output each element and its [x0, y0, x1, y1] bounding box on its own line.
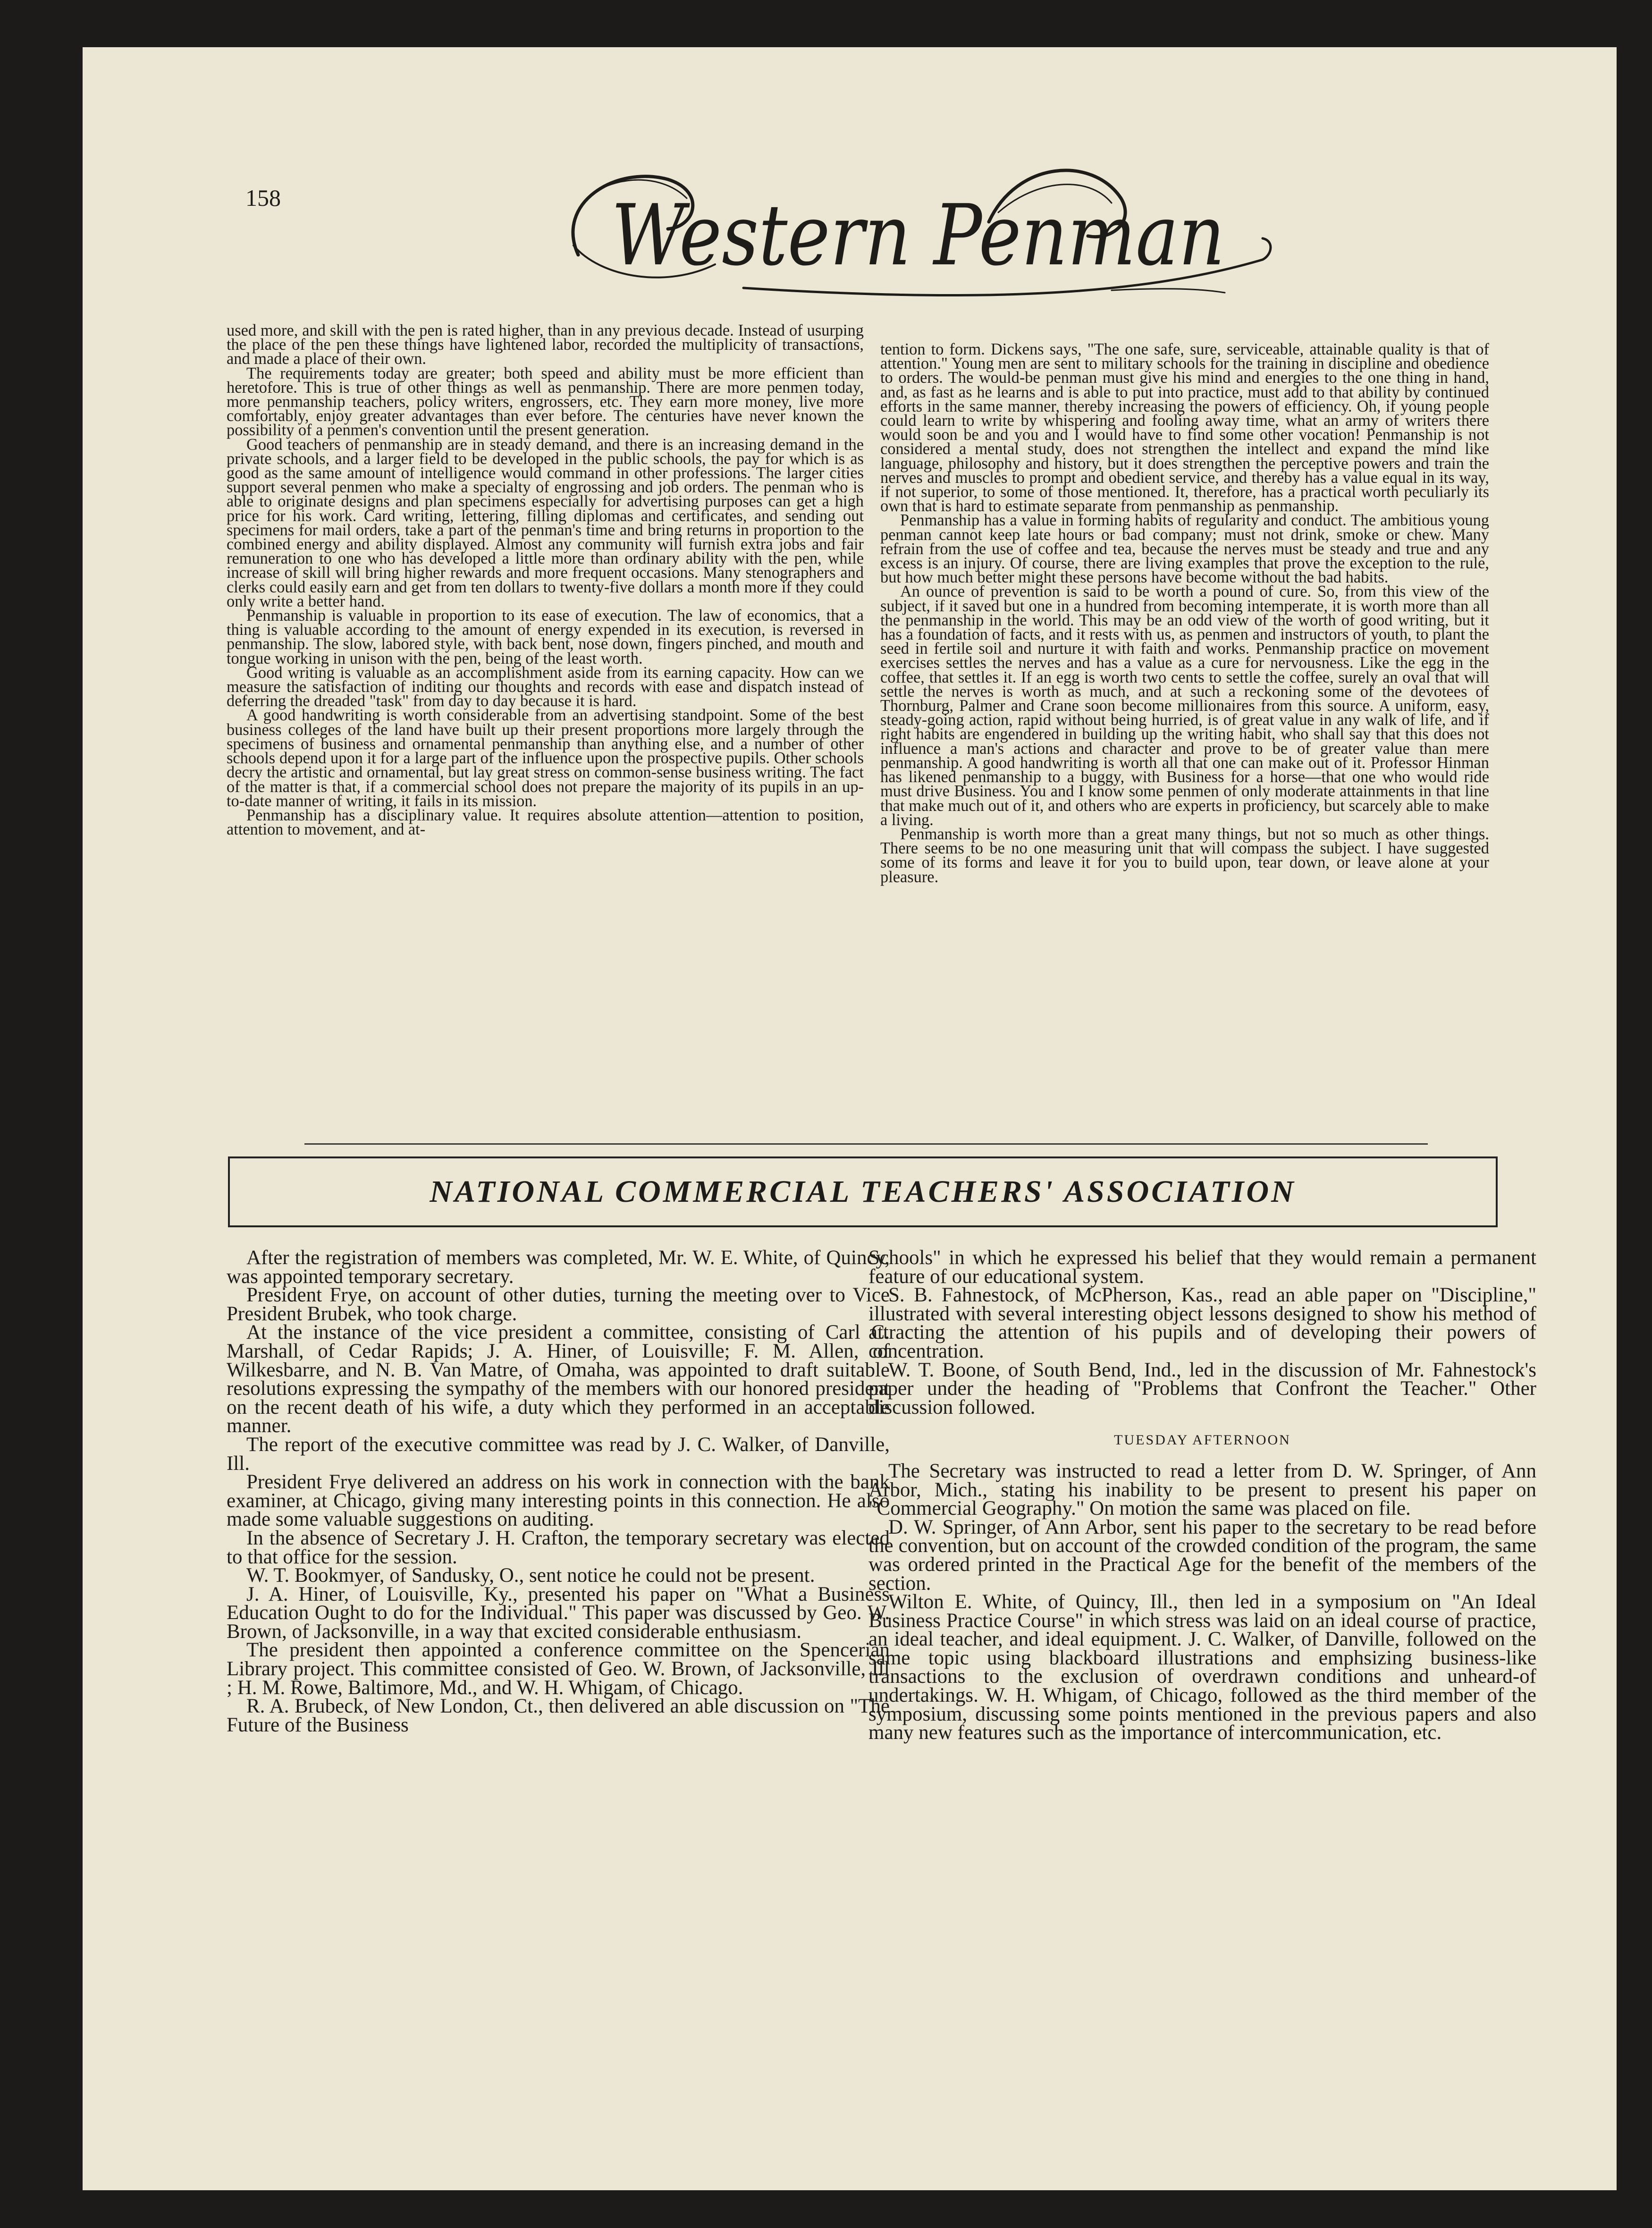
- masthead-script-svg: [545, 146, 1281, 316]
- paragraph: A good handwriting is worth considerable from an advertising standpoint. Some of the best business colleges of the land have built up their present proportions more largely through the specimens of business and ornamental penmanship than anything else, and a number of other schools depend upon it for a large part of the influence upon the prospective pupils. Other schools decry the artistic and ornamental, but lay great stress on common-sense business writing. The fact of the matter is that, if a commercial school does not prepare the majority of its pupils in an up-to-date manner of writing, it fails in its mission.: [227, 706, 864, 810]
- paragraph: used more, and skill with the pen is rated higher, than in any previous decade. Instead of usurping the place of the pen these things have lightened labor, recorded the multiplicity of transactions, and made a place of their own.: [227, 321, 864, 368]
- essay-column-left: [227, 321, 864, 839]
- magazine-page: [83, 47, 1617, 2190]
- paragraph: The Secretary was instructed to read a letter from D. W. Springer, of Ann Arbor, Mich., stating his inability to be present to present his paper on "Commercial Geography." On motion the same was placed on file.: [868, 1460, 1536, 1520]
- essay-column-right: [880, 342, 1489, 884]
- paragraph: D. W. Springer, of Ann Arbor, sent his paper to the secretary to be read before the convention, but on account of the crowded condition of the program, the same was ordered printed in the Practical Age for the benefit of the members of the section.: [868, 1516, 1536, 1595]
- paragraph: In the absence of Secretary J. H. Crafton, the temporary secretary was elected to that office for the session.: [227, 1527, 890, 1568]
- paragraph: President Frye delivered an address on his work in connection with the bank examiner, at Chicago, giving many interesting points in this connection. He also made some valuable suggestions on auditing.: [227, 1471, 890, 1531]
- paragraph: Penmanship has a value in forming habits of regularity and conduct. The ambitious young penman cannot keep late hours or bad company; must not drink, smoke or chew. Many refrain from the use of coffee and tea, because the nerves must be steady and true and any excess is an injury. Of course, there are living examples that prove the exception to the rule, but how much better might these persons have become without the bad habits.: [880, 511, 1489, 587]
- paragraph: S. B. Fahnestock, of McPherson, Kas., read an able paper on "Discipline," illustrated with several interesting object lessons designed to show his method of attracting the attention of his pupils and of developing their powers of concentration.: [868, 1284, 1536, 1362]
- paragraph: Wilton E. White, of Quincy, Ill., then led in a symposium on "An Ideal Business Practice Course" in which stress was laid on an ideal course of practice, an ideal teacher, and ideal equipment. J. C. Walker, of Danville, followed on the same topic using blackboard illustrations and emphsizing business-like transactions to the exclusion of overdrawn conditions and unheard-of undertakings. W. H. Whigam, of Chicago, followed as the third member of the symposium, discussing some points mentioned in the previous papers and also many new features such as the importance of intercommunication, etc.: [868, 1591, 1536, 1744]
- paragraph: Good teachers of penmanship are in steady demand, and there is an increasing demand in the private schools, and a larger field to be developed in the public schools, the pay for which is as good as the same amount of intelligence would command in other professions. The larger cities support several penmen who make a specialty of engrossing and job orders. The penman who is able to originate designs and plan specimens especially for advertising purposes can get a high price for his work. Card writing, lettering, filling diplomas and certificates, and sending out specimens for mail orders, take a part of the penman's time and bring returns in proportion to the combined energy and ability displayed. Almost any community will furnish extra jobs and fair remuneration to one who has developed a little more than ordinary ability with the pen, while increase of skill will bring higher rewards and more frequent occasions. Many stenographers and clerks could easily earn and get from ten dollars to twenty-five dollars a month more if they could only write a better hand.: [227, 435, 864, 610]
- paragraph: W. T. Bookmyer, of Sandusky, O., sent notice he could not be present.: [246, 1564, 815, 1587]
- paragraph: The requirements today are greater; both speed and ability must be more efficient than heretofore. This is true of other things as well as penmanship. There are more penmen today, more penmanship teachers, policy writers, engrossers, etc. They earn more money, live more comfortably, enjoy greater advantages than ever before. The centuries have never known the possibility of a penmen's convention until the present generation.: [227, 364, 864, 439]
- paragraph: J. A. Hiner, of Louisville, Ky., presented his paper on "What a Business Education Ought to do for the Individual." This paper was discussed by Geo. W. Brown, of Jacksonville, in a way that excited considerable enthusiasm.: [227, 1583, 890, 1643]
- paragraph: After the registration of members was completed, Mr. W. E. White, of Quincy, was appointed temporary secretary.: [227, 1247, 890, 1288]
- paragraph: The report of the executive committee was read by J. C. Walker, of Danville, Ill.: [227, 1433, 890, 1475]
- paragraph: Penmanship has a disciplinary value. It requires absolute attention—attention to position, attention to movement, and at-: [227, 806, 864, 839]
- session-subheading: TUESDAY AFTERNOON: [1114, 1432, 1291, 1448]
- paragraph: Penmanship is valuable in proportion to its ease of execution. The law of economics, that a thing is valuable according to the amount of energy expended in its execution, is reversed in penmanship. The slow, labored style, with back bent, nose down, fingers pinched, and mouth and tongue working in unison with the pen, being of the least worth.: [227, 607, 864, 667]
- masthead-title: Western Penman: [611, 186, 1225, 284]
- paragraph: R. A. Brubeck, of New London, Ct., then delivered an able discussion on "The Future of the Business: [227, 1695, 890, 1736]
- paragraph: Good writing is valuable as an accomplishment aside from its earning capacity. How can we measure the satisfaction of inditing our thoughts and records with ease and dispatch instead of deferring the dreaded "task" from day to day because it is hard.: [227, 663, 864, 710]
- paragraph: Schools" in which he expressed his belief that they would remain a permanent feature of our educational system.: [868, 1247, 1536, 1288]
- section-divider: [304, 1143, 1428, 1145]
- masthead-logo: [545, 146, 1281, 316]
- report-column-left: [227, 1249, 890, 1734]
- paragraph: Penmanship is worth more than a great many things, but not so much as other things. There seems to be no one measuring unit that will compass the subject. I have suggested some of its forms and leave it for you to build upon, tear down, or leave alone at your pleasure.: [880, 825, 1489, 886]
- section-banner: [228, 1156, 1498, 1227]
- paragraph: At the instance of the vice president a committee, consisting of Carl C. Marshall, of Cedar Rapids; J. A. Hiner, of Louisville; F. M. Allen, of Wilkesbarre, and N. B. Van Matre, of Omaha, was appointed to draft suitable resolutions expressing the sympathy of the members with our honored president on the recent death of his wife, a duty which they performed in an acceptable manner.: [227, 1321, 890, 1437]
- paragraph: W. T. Boone, of South Bend, Ind., led in the discussion of Mr. Fahnestock's paper under the heading of "Problems that Confront the Teacher." Other discussion followed.: [868, 1359, 1536, 1418]
- paragraph: President Frye, on account of other duties, turning the meeting over to Vice President Brubek, who took charge.: [227, 1284, 890, 1325]
- section-title: NATIONAL COMMERCIAL TEACHERS' ASSOCIATION: [430, 1174, 1296, 1209]
- paragraph: tention to form. Dickens says, "The one safe, sure, serviceable, attainable quality is that of attention." Young men are sent to military schools for the training in discipline and obedience to orders. The would-be penman must give his mind and energies to the one thing in hand, and, as fast as he learns and is able to put into practice, must add to that ability by continued efforts in the same manner, thereby increasing the powers of efficiency. Oh, if young people could learn to write by whispering and fooling away time, what an army of writers there would soon be and you and I would have to find some other vocation! Penmanship is not considered a mental study, does not strengthen the intellect and expand the mind like language, philosophy and history, but it does strengthen the perceptive powers and train the nerves and muscles to prompt and obedient service, and thereby has a value equal in its way, if not superior, to some of those mentioned. It, therefore, has a practical worth peculiarly its own that is hard to estimate separate from penmanship as penmanship.: [880, 340, 1489, 515]
- page-number: 158: [245, 185, 281, 211]
- paragraph: The president then appointed a conference committee on the Spencerian Library project. This committee consisted of Geo. W. Brown, of Jacksonville, Ill ; H. M. Rowe, Baltimore, Md., and W. H. Whigam, of Chicago.: [227, 1639, 890, 1699]
- paragraph: An ounce of prevention is said to be worth a pound of cure. So, from this view of the subject, if it saved but one in a hundred from becoming intemperate, it is worth more than all the penmanship in the world. This may be an odd view of the worth of good writing, but it has a foundation of facts, and it rests with us, as penmen and instructors of youth, to plant the seed in fertile soil and nurture it with faith and works. Penmanship practice on movement exercises settles the nerves and has a value as a cure for nervousness. Like the egg in the coffee, that settles it. If an egg is worth two cents to settle the coffee, surely an oval that will settle the nerves is worth as much, and at such a reckoning some of the devotees of Thornburg, Palmer and Crane soon become millionaires from this source. A uniform, easy, steady-going action, rapid without being hurried, is of great value in any walk of life, and if right habits are engendered in building up the writing habit, who shall say that this does not influence a man's actions and character and prove to be of greater value than mere penmanship. A good handwriting is worth all that one can make out of it. Professor Hinman has likened penmanship to a buggy, with Business for a horse—that one who would ride must drive Business. You and I know some penmen of only moderate attainments in that line that make much out of it, and others who are experts in proficiency, but scarcely able to make a living.: [880, 582, 1489, 829]
- report-column-right: [868, 1249, 1536, 1742]
